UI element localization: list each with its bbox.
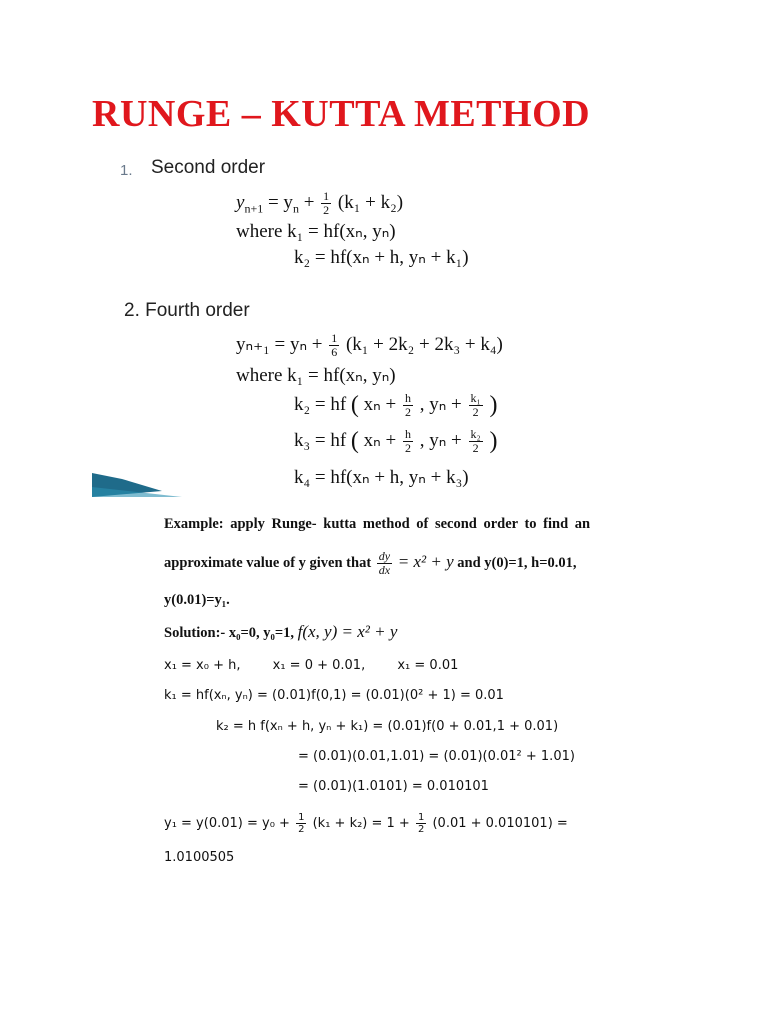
work-line-5: = (0.01)(1.0101) = 0.010101 <box>298 779 489 794</box>
formula-tail: (k₁ + 2k₂ + 2k₃ + k₄) <box>345 333 503 355</box>
k2-x: xₙ + <box>363 393 397 415</box>
fraction-den: 2 <box>472 441 479 455</box>
example-line-2 <box>164 550 577 577</box>
fraction-k2-2 <box>469 428 483 455</box>
fourth-order-k2 <box>294 392 497 419</box>
example-ode: = x² + y <box>397 551 454 571</box>
fraction-sixth <box>329 332 339 359</box>
second-order-k2: k₂ = hf(xₙ + h, yₙ + k₁) <box>294 247 469 268</box>
solution-initial: x₀=0, y₀=1, <box>228 625 294 641</box>
paren-close: ) <box>489 392 498 418</box>
solution-function: f(x, y) = x² + y <box>297 622 398 641</box>
work-x1-sub: x₁ = 0 + 0.01, <box>272 658 366 673</box>
page-title: RUNGE – KUTTA METHOD <box>92 93 591 135</box>
formula-plus: + <box>303 191 315 213</box>
fraction-num: 1 <box>417 812 425 823</box>
k2-y: , yₙ + <box>419 393 462 415</box>
paren-close: ) <box>489 428 498 454</box>
example-text-1: Example: apply Runge- kutta method of second order to find an <box>164 516 591 532</box>
fraction-half-2 <box>416 812 426 835</box>
paren-open: ( <box>350 428 359 454</box>
example-text-2a: approximate value of y given that <box>164 554 372 571</box>
solution-label: Solution:- <box>164 625 226 641</box>
work-line-1 <box>164 658 458 673</box>
formula-head: yₙ₊₁ = yₙ + <box>236 333 323 355</box>
list-number-1: 1. <box>120 162 133 179</box>
example-line-3: y(0.01)=y₁. <box>164 592 230 608</box>
slide-corner-shape <box>92 473 182 497</box>
k3-head: k₃ = hf <box>294 429 347 451</box>
fraction-den: dx <box>378 563 391 577</box>
formula-tail: (k₁ + k₂) <box>337 191 404 213</box>
fraction-den: 6 <box>331 345 338 359</box>
fraction-h-2 <box>403 428 413 455</box>
fraction-num: h <box>404 391 411 405</box>
work-y1: y₁ = y(0.01) = y₀ + <box>164 816 290 831</box>
work-x1-val: x₁ = 0.01 <box>397 658 459 673</box>
fraction-den: 2 <box>417 824 425 835</box>
work-result: 1.0100505 <box>164 850 235 865</box>
fraction-half <box>321 190 331 217</box>
paren-open: ( <box>350 392 359 418</box>
fraction-k1-2 <box>469 392 483 419</box>
solution-line <box>164 622 397 642</box>
work-y1-tail: (0.01 + 0.010101) = <box>432 816 568 831</box>
fraction-den: 2 <box>404 405 411 419</box>
fraction-num: 1 <box>323 189 330 203</box>
work-x1-def: x₁ = x₀ + h, <box>164 658 241 673</box>
work-line-2: k₁ = hf(xₙ, yₙ) = (0.01)f(0,1) = (0.01)(0² + 1) = 0.01 <box>164 688 504 703</box>
second-order-formula <box>236 190 403 217</box>
fourth-order-k1: where k₁ = hf(xₙ, yₙ) <box>236 365 396 386</box>
fraction-num: h <box>404 427 411 441</box>
work-line-3: k₂ = h f(xₙ + h, yₙ + k₁) = (0.01)f(0 + 0.01,1 + 0.01) <box>216 719 559 734</box>
fourth-order-formula <box>236 332 503 359</box>
fraction-den: 2 <box>323 203 330 217</box>
fraction-dydx <box>377 550 392 577</box>
fourth-order-heading: 2. Fourth order <box>124 300 250 321</box>
formula-var: y <box>236 191 245 213</box>
fraction-num: 1 <box>298 812 305 823</box>
k3-y: , yₙ + <box>419 429 462 451</box>
formula-eq: = y <box>267 191 293 213</box>
work-line-4: = (0.01)(0.01,1.01) = (0.01)(0.01² + 1.01) <box>298 749 575 764</box>
work-line-6 <box>164 812 568 835</box>
fraction-num: k₂ <box>470 427 481 441</box>
example-text-2c: and y(0)=1, h=0.01, <box>457 554 577 571</box>
k2-head: k₂ = hf <box>294 393 347 415</box>
fraction-den: 2 <box>404 441 411 455</box>
fourth-order-k3 <box>294 428 497 455</box>
second-order-k1: where k₁ = hf(xₙ, yₙ) <box>236 221 396 242</box>
fraction-den: 2 <box>298 824 305 835</box>
work-y1-mid: (k₁ + k₂) = 1 + <box>312 816 410 831</box>
fraction-h-2 <box>403 392 413 419</box>
formula-sub: n+1 <box>244 201 264 216</box>
second-order-heading: Second order <box>151 157 266 178</box>
fraction-den: 2 <box>472 405 479 419</box>
example-line-1 <box>164 516 590 533</box>
fourth-order-k4: k₄ = hf(xₙ + h, yₙ + k₃) <box>294 467 469 488</box>
fraction-num: 1 <box>331 331 338 345</box>
fraction-half <box>296 812 306 835</box>
fraction-num: k₁ <box>470 391 481 405</box>
formula-sub-n: n <box>292 201 299 216</box>
k3-x: xₙ + <box>363 429 397 451</box>
fraction-num: dy <box>378 549 391 563</box>
